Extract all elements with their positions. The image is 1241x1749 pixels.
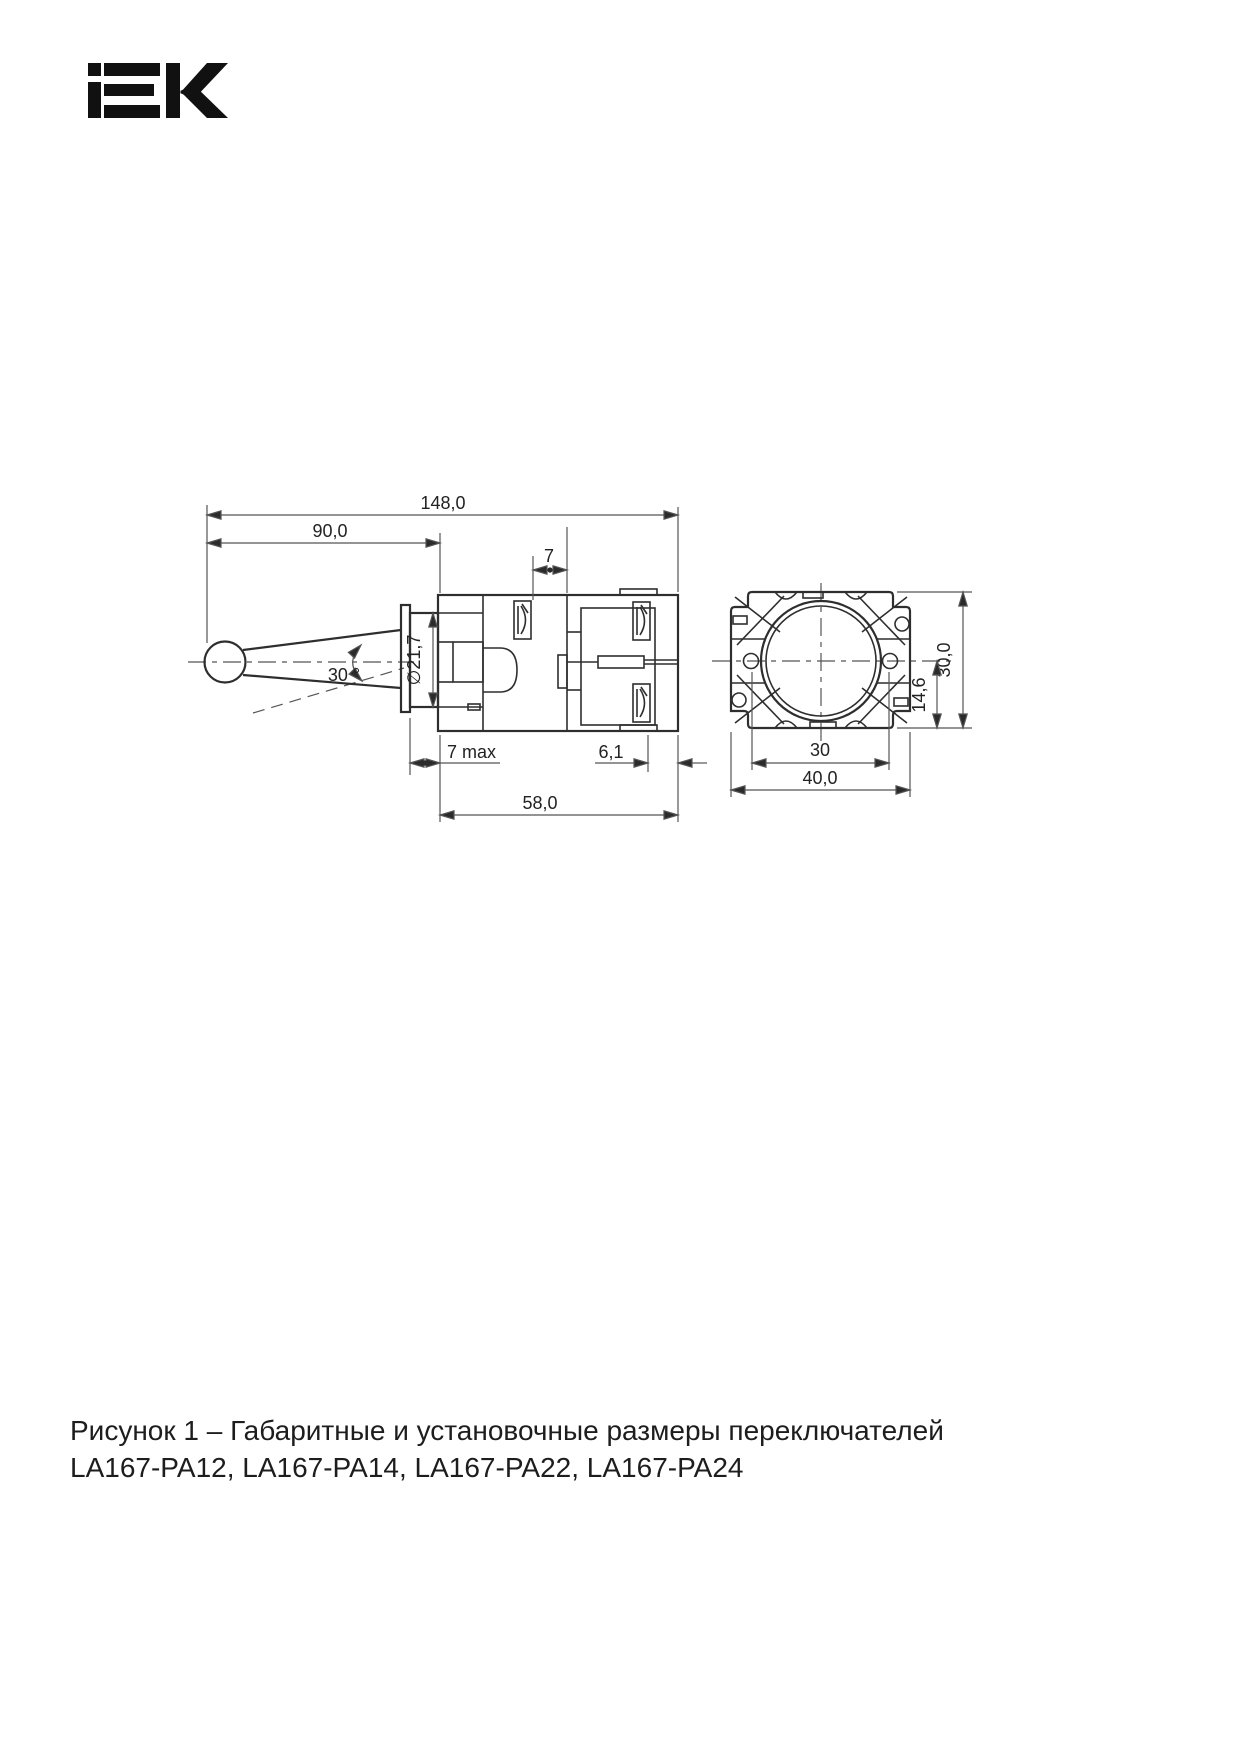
- dim-body-height: [934, 592, 967, 728]
- terminal-clamp: [514, 601, 531, 639]
- logo-e-top-bar: [104, 63, 160, 76]
- extension-lines: [207, 505, 972, 822]
- dim-neck-diameter-label: ∅21,7: [404, 634, 424, 686]
- dim-head-width: [533, 546, 567, 574]
- lever-cone-top: [243, 630, 401, 650]
- corner-hole: [895, 617, 909, 631]
- dim-body-depth: [440, 793, 678, 819]
- figure-caption-line2: LA167-PA12, LA167-PA14, LA167-PA22, LA167-PA24: [70, 1452, 744, 1483]
- corner-slot: [733, 616, 747, 624]
- dim-rear-offset-label: 6,1: [598, 742, 624, 762]
- dim-panel-thickness: [410, 742, 500, 767]
- dimensions: [207, 493, 972, 822]
- corner-hole: [732, 693, 746, 707]
- logo-i-dot: [88, 63, 101, 76]
- cam-follower: [483, 648, 517, 692]
- logo-k-lower-diag: [180, 85, 228, 118]
- dim-swing-angle-label: 30 °: [327, 665, 361, 685]
- logo-k-stem: [166, 63, 180, 118]
- dim-body-height-label: 30,0: [934, 642, 954, 678]
- dim-lever-reach-label: 90,0: [312, 521, 348, 541]
- dim-body-width-label: 40,0: [802, 768, 838, 788]
- dim-panel-thickness-label: 7 max: [447, 742, 497, 762]
- dim-hole-spacing-label: 30: [809, 740, 831, 760]
- lever-cone-bottom: [243, 675, 401, 688]
- dim-hole-offset-label: 14,6: [909, 677, 929, 713]
- front-view: [712, 583, 952, 744]
- dim-body-width: [731, 768, 910, 794]
- dim-hole-spacing: [752, 740, 889, 767]
- dim-overall-length: [207, 493, 678, 519]
- dim-overall-length-label: 148,0: [420, 493, 466, 513]
- dim-hole-offset: [909, 661, 941, 728]
- side-clip: [558, 655, 567, 688]
- dim-body-depth-label: 58,0: [522, 793, 558, 813]
- front-section-detail: [438, 613, 517, 710]
- corner-slot: [894, 698, 908, 706]
- dim-lever-reach: [207, 521, 440, 547]
- actuator-bar: [598, 656, 644, 668]
- dim-rear-offset: [595, 742, 707, 767]
- dim-head-width-label: 7: [543, 546, 555, 566]
- figure-caption: [70, 1412, 944, 1486]
- figure-caption-line1: Рисунок 1 – Габаритные и установочные размеры переключателей: [70, 1415, 944, 1446]
- logo-i-stem: [88, 82, 101, 118]
- logo-e-mid-bar: [104, 84, 154, 96]
- logo-e-bottom-bar: [104, 105, 160, 118]
- contact-block-detail: [558, 589, 678, 731]
- terminal-clamp: [633, 684, 650, 722]
- dim-swing-angle: [328, 642, 365, 685]
- iek-logo: [88, 63, 228, 118]
